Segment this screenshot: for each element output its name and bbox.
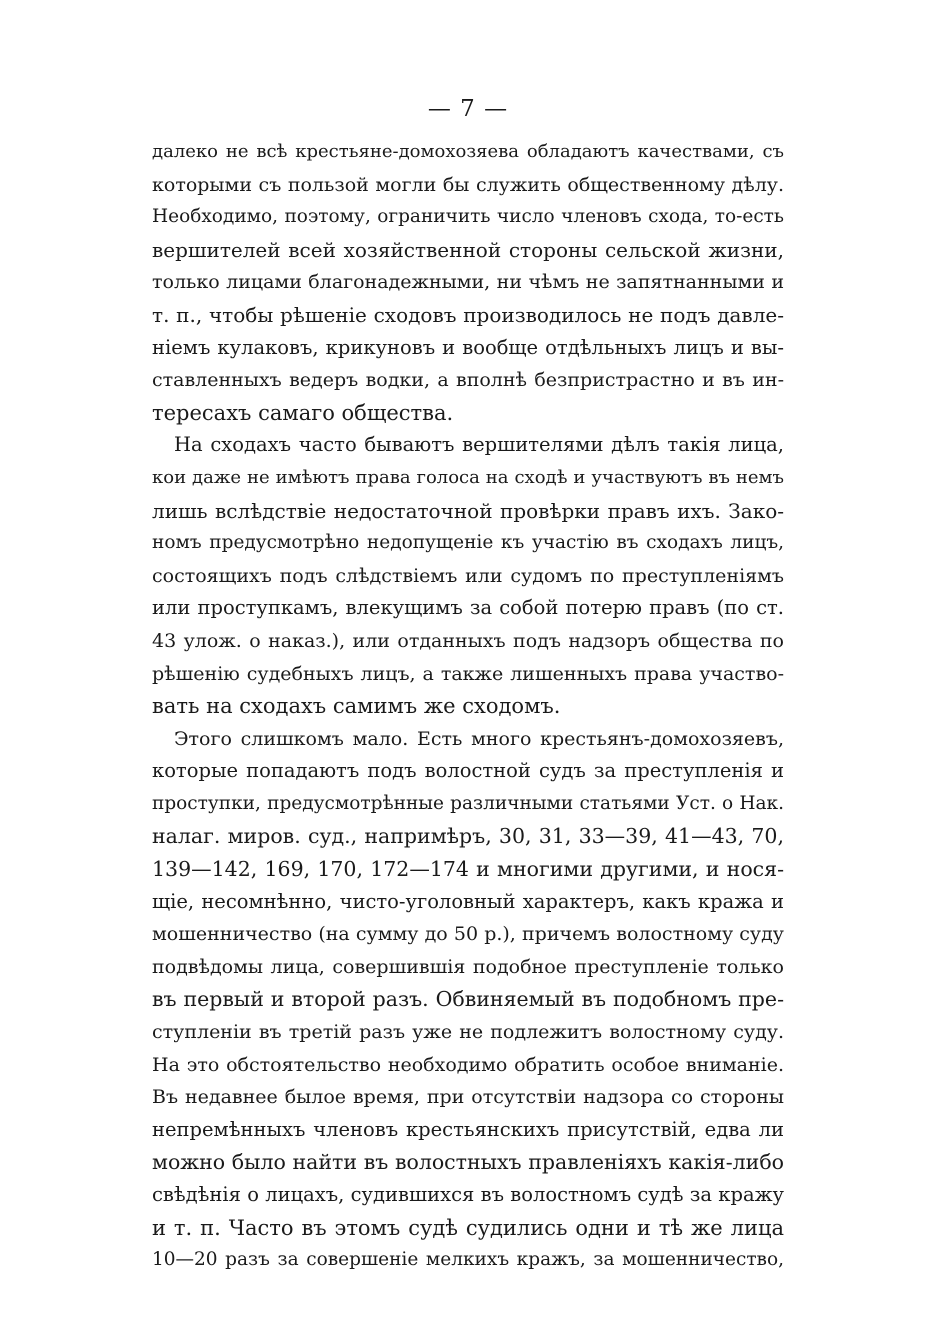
text-line: вать на сходахъ самимъ же сходомъ. [152,694,561,719]
text-line: ступленіи въ третій разъ уже не подлежитъ волостному суду. [152,1021,784,1044]
text-line: 10—20 разъ за совершеніе мелкихъ кражъ, за мошенничество, [152,1249,784,1271]
text-line: которые попадаютъ подъ волостной судъ за преступленія и [152,759,784,783]
text-line: ставленныхъ ведеръ водки, а вполнѣ безпристрастно и въ ин- [152,369,784,392]
text-line: далеко не всѣ крестьяне-домохозяева обладаютъ качествами, съ [152,141,784,162]
text-line: непремѣнныхъ членовъ крестьянскихъ присутствій, едва ли [152,1117,784,1141]
text-line: или проступкамъ, влекущимъ за собой потерю правъ (по ст. [152,596,784,620]
text-line: которыми съ пользой могли бы служить общественному дѣлу. [152,173,784,196]
text-line: 139—142, 169, 170, 172—174 и многими другими, и нося- [152,857,784,882]
text-line: кои даже не имѣютъ права голоса на сходѣ и участвуютъ въ немъ [152,466,784,488]
text-line: налаг. миров. суд., напримѣръ, 30, 31, 33—39, 41—43, 70, [152,824,784,849]
text-line: вершителей всей хозяйственной стороны сельской жизни, [152,237,784,262]
text-line: 43 улож. о наказ.), или отданныхъ подъ надзоръ общества по [152,629,784,652]
text-line: Этого слишкомъ мало. Есть много крестьянъ-домохозяевъ, [174,727,784,750]
text-line: подвѣдомы лица, совершившія подобное преступленіе только [152,955,784,978]
text-line: номъ предусмотрѣно недопущеніе къ участію въ сходахъ лицъ, [152,532,784,554]
text-line: въ первый и второй разъ. Обвиняемый въ подобномъ пре- [152,987,784,1012]
text-line: тересахъ самаго общества. [152,400,454,425]
text-line: свѣдѣнія о лицахъ, судившихся въ волостномъ судѣ за кражу [152,1183,784,1206]
text-line: лишь вслѣдствіе недостаточной провѣрки правъ ихъ. Зако- [152,498,784,523]
page-number: — 7 — [427,96,509,122]
text-line: На сходахъ часто бываютъ вершителями дѣлъ такія лица, [174,433,784,457]
paragraph [152,723,784,1277]
text-line: Въ недавнее былое время, при отсутствіи надзора со стороны [152,1086,784,1109]
text-line: ніемъ кулаковъ, крикуновъ и вообще отдѣльныхъ лицъ и вы- [152,335,784,359]
text-line: можно было найти въ волостныхъ правленіяхъ какія-либо [152,1150,784,1175]
text-line: только лицами благонадежными, ни чѣмъ не запятнанными и [152,271,784,294]
text-line: т. п., чтобы рѣшеніе сходовъ производилось не подъ давле- [152,302,784,327]
text-line: Необходимо, поэтому, ограничить число членовъ схода, то-есть [152,206,784,228]
text-line: проступки, предусмотрѣнные различными статьями Уст. о Нак. [152,792,784,814]
text-line: и т. п. Часто въ этомъ судѣ судились одни и тѣ же лица [152,1215,784,1240]
text-line: мошенничество (на сумму до 50 р.), причемъ волостному суду [152,923,784,946]
text-line: состоящихъ подъ слѣдствіемъ или судомъ по преступленіямъ [152,564,784,587]
text-line: щіе, несомнѣнно, чисто-уголовный характеръ, какъ кража и [152,889,784,913]
text-line: На это обстоятельство необходимо обратить особое вниманіе. [152,1053,784,1076]
text-line: рѣшенію судебныхъ лицъ, а также лишенныхъ права участво- [152,662,784,685]
paragraph [152,429,784,722]
body-text [152,136,784,1277]
paragraph [152,136,784,429]
